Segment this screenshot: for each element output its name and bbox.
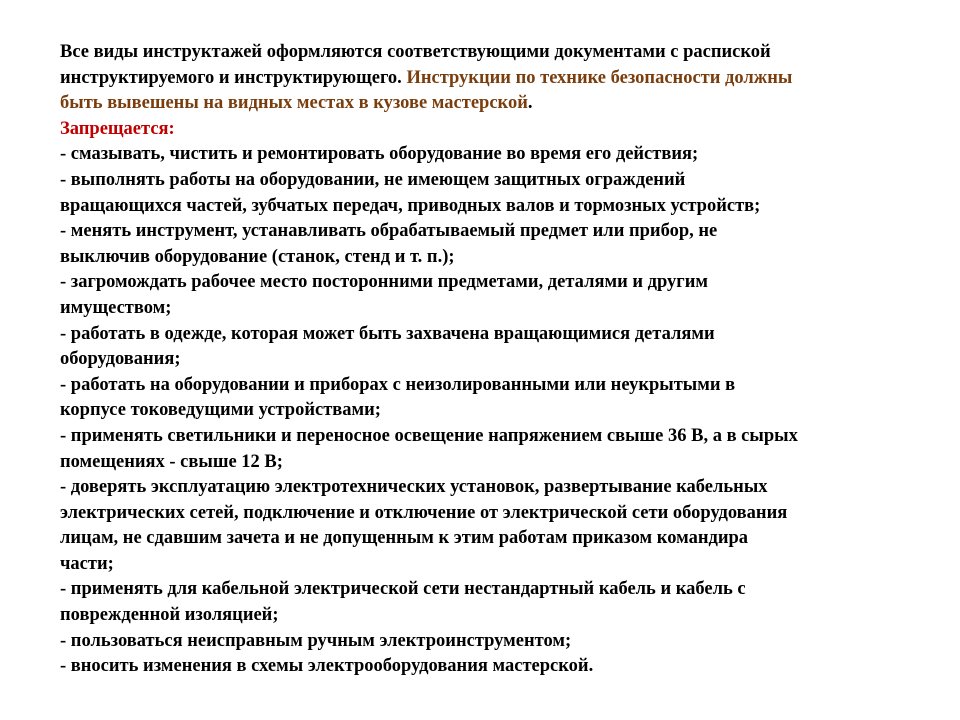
safety-instructions-text: Инструкции по технике безопасности должны — [406, 67, 793, 88]
list-item: - пользоваться неисправным ручным электроинструментом; — [60, 630, 572, 651]
intro-line-3-period: . — [527, 93, 533, 114]
list-item: - выполнять работы на оборудовании, не имеющем защитных ограждений — [60, 169, 686, 190]
list-item: - применять светильники и переносное освещение напряжением свыше 36 В, а в сырых — [60, 425, 798, 446]
list-item: - менять инструмент, устанавливать обрабатываемый предмет или прибор, не — [60, 221, 718, 242]
list-item: - смазывать, чистить и ремонтировать оборудование во время его действия; — [60, 144, 699, 165]
safety-instructions-text-cont: быть вывешены на видных местах в кузове мастерской — [60, 93, 528, 114]
list-item: - применять для кабельной электрической сети нестандартный кабель и кабель с — [60, 579, 746, 600]
list-item-cont: части; — [60, 553, 114, 574]
forbidden-heading: Запрещается: — [60, 118, 175, 139]
list-item: - доверять эксплуатацию электротехнических установок, развертывание кабельных — [60, 477, 768, 498]
intro-line-2-text: инструктируемого и инструктирующего. — [60, 67, 407, 88]
list-item: - загромождать рабочее место посторонними предметами, деталями и другим — [60, 272, 708, 293]
intro-line-3 — [60, 91, 920, 117]
list-item-cont: лицам, не сдавшим зачета и не допущенным к этим работам приказом командира — [60, 528, 749, 549]
list-item-cont: выключив оборудование (станок, стенд и т. п.); — [60, 246, 455, 267]
list-item-cont: помещениях - свыше 12 В; — [60, 451, 283, 472]
list-item-cont: имуществом; — [60, 297, 172, 318]
intro-line-1: Все виды инструктажей оформляются соответствующими документами с распиской — [60, 42, 771, 62]
list-item: - работать на оборудовании и приборах с неизолированными или неукрытыми в — [60, 374, 736, 395]
list-item-cont: корпусе токоведущими устройствами; — [60, 400, 381, 421]
intro-line-2 — [60, 66, 920, 92]
list-item-cont: оборудования; — [60, 349, 181, 370]
list-item-cont: поврежденной изоляцией; — [60, 605, 279, 626]
document-text — [60, 40, 920, 680]
list-item-cont: вращающихся частей, зубчатых передач, приводных валов и тормозных устройств; — [60, 195, 761, 216]
list-item: - работать в одежде, которая может быть захвачена вращающимися деталями — [60, 323, 715, 344]
list-item: - вносить изменения в схемы электрооборудования мастерской. — [60, 656, 594, 677]
list-item-cont: электрических сетей, подключение и отключение от электрической сети оборудования — [60, 502, 788, 523]
